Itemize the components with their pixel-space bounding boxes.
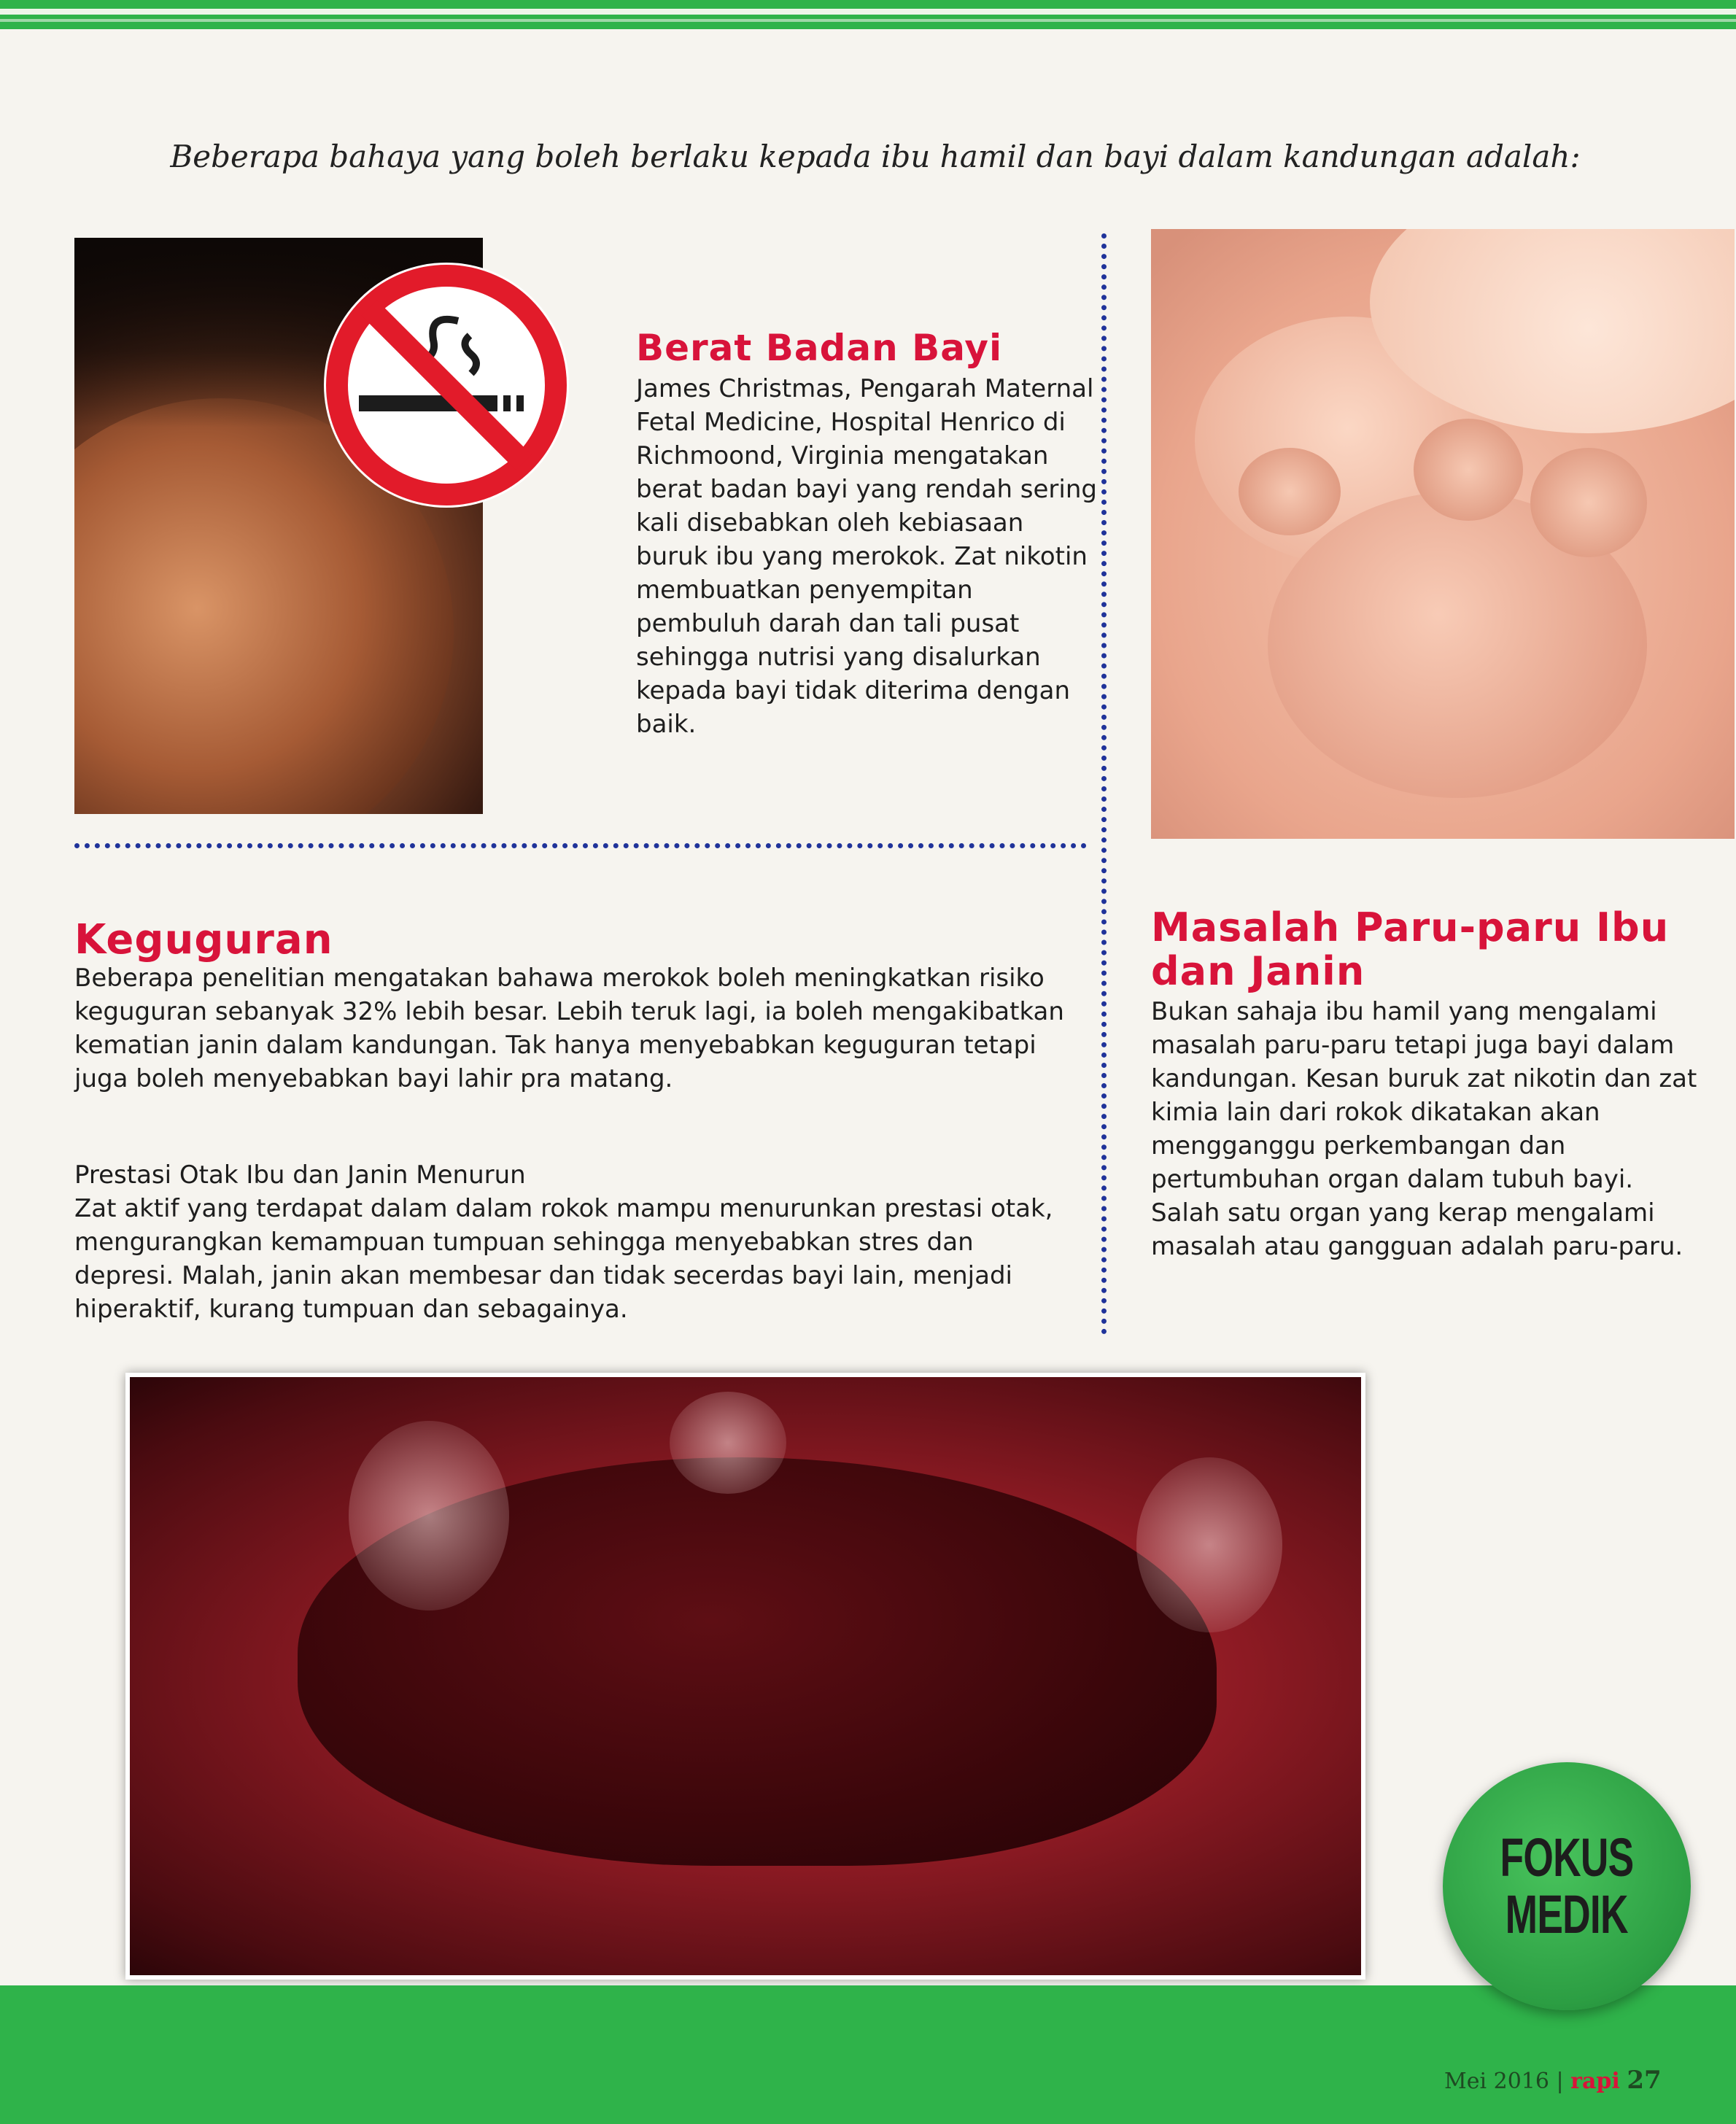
no-smoking-icon	[315, 254, 578, 516]
heading-masalah-paru-paru: Masalah Paru-paru Ibu dan Janin	[1151, 904, 1670, 994]
intro-text: Beberapa bahaya yang boleh berlaku kepada ibu hamil dan bayi dalam kandungan adalah:	[170, 139, 1581, 174]
heading-berat-badan-bayi: Berat Badan Bayi	[636, 327, 1003, 369]
page-number: 27	[1627, 2066, 1662, 2095]
vertical-dotted-divider	[1101, 233, 1107, 1335]
footer-date: Mei 2016	[1444, 2069, 1549, 2094]
paragraph-keguguran: Beberapa penelitian mengatakan bahawa merokok boleh meningkatkan risiko keguguran sebanyak 32% lebih besar. Lebih teruk lagi, ia boleh mengakibatkan kematian janin dalam kandungan. Tak hanya menyebabkan keguguran tetapi juga boleh menyebabkan bayi lahir pra matang.	[74, 964, 1064, 1093]
top-green-bar	[0, 0, 1736, 29]
horizontal-dotted-divider	[74, 843, 1087, 848]
paragraph-berat-badan-bayi: James Christmas, Pengarah Maternal Fetal Medicine, Hospital Henrico di Richmoond, Virginia mengatakan berat badan bayi yang rendah sering kali disebabkan oleh kebiasaan buruk ibu yang merokok. Zat nikotin membuatkan penyempitan pembuluh darah dan tali pusat sehingga nutrisi yang disalurkan kepada bayi tidak diterima dengan baik.	[636, 374, 1097, 739]
page-footer: Mei 2016 | rapi 27	[1444, 2066, 1662, 2095]
fetus-photo	[125, 1373, 1365, 1980]
fokus-medik-badge	[1443, 1762, 1691, 2010]
badge-line-1: FOKUS	[1500, 1827, 1634, 1888]
badge-line-2: MEDIK	[1505, 1884, 1629, 1945]
footer-magazine: rapi	[1570, 2069, 1620, 2094]
heading-keguguran: Keguguran	[74, 916, 333, 964]
paragraph-prestasi-otak: Zat aktif yang terdapat dalam dalam rokok mampu menurunkan prestasi otak, mengurangkan kemampuan tumpuan sehingga menyebabkan stres dan depresi. Malah, janin akan membesar dan tidak secerdas bayi lain, menjadi hiperaktif, kurang tumpuan dan sebagainya.	[74, 1194, 1053, 1324]
bottom-green-band	[0, 1985, 1736, 2124]
baby-hand-photo	[1151, 229, 1735, 839]
paragraph-masalah-paru-paru: Bukan sahaja ibu hamil yang mengalami masalah paru-paru tetapi juga bayi dalam kandungan. Kesan buruk zat nikotin dan zat kimia lain dari rokok dikatakan akan mengganggu perkembangan dan pertumbuhan organ dalam tubuh bayi. Salah satu organ yang kerap mengalami masalah atau gangguan adalah paru-paru.	[1151, 997, 1697, 1261]
subheading-prestasi-otak: Prestasi Otak Ibu dan Janin Menurun	[74, 1160, 526, 1190]
